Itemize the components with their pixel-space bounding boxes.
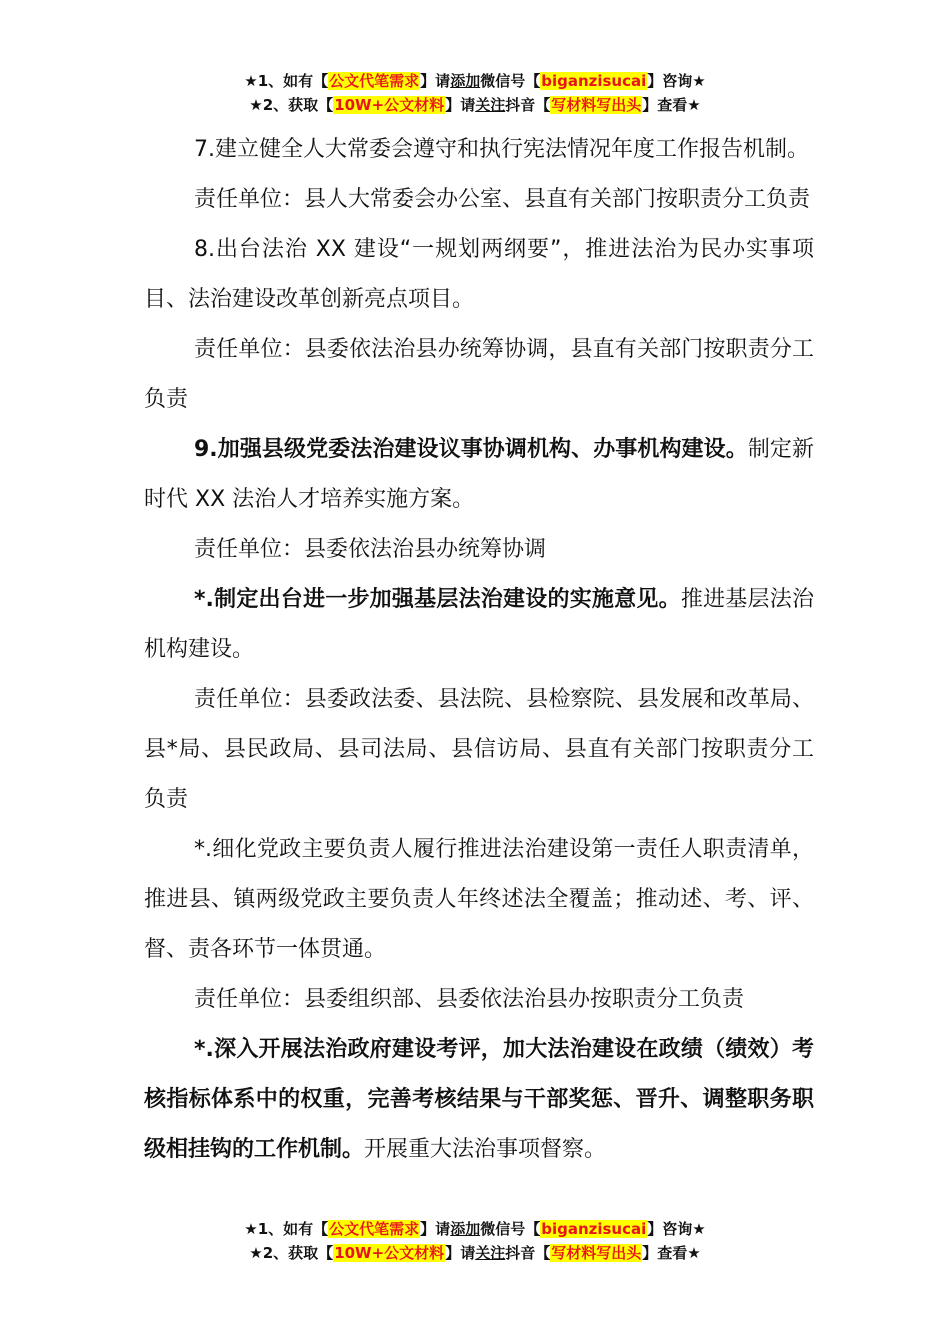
- responsibility-paragraph: 责任单位：县委依法治县办统筹协调: [194, 537, 547, 562]
- paragraph-rest: 制定新时代 XX 法治人才培养实施方案。: [144, 437, 814, 512]
- paragraph-rest: 推进基层法治机构建设。: [144, 587, 814, 662]
- paragraph-rest: 开展重大法治事项督察。: [364, 1137, 607, 1162]
- paragraph: [144, 1025, 814, 1175]
- promo-line-2: [0, 93, 950, 117]
- promo-text: 】咨询★: [647, 1220, 706, 1238]
- promo-text: ★1、如有【: [244, 72, 329, 90]
- responsibility-paragraph: 责任单位：县委政法委、县法院、县检察院、县发展和改革局、县*局、县民政局、县司法局、县信访局、县直有关部门按职责分工负责: [144, 687, 814, 812]
- promo-highlight: 10W+公文材料: [334, 1244, 445, 1262]
- promo-line-1: [0, 69, 950, 93]
- promo-highlight: biganzisucai: [541, 72, 647, 90]
- promo-text: ★1、如有【: [244, 1220, 329, 1238]
- promo-text: 】请: [445, 96, 476, 114]
- paragraph: [144, 575, 814, 675]
- promo-highlight: 10W+公文材料: [334, 96, 445, 114]
- promo-text: 】查看★: [642, 96, 701, 114]
- promo-text: ★2、获取【: [249, 96, 334, 114]
- paragraph-bold-lead: *.深入开展法治政府建设考评，加大法治建设在政绩（绩效）考核指标体系中的权重，完善考核结果与干部奖惩、晋升、调整职务职级相挂钩的工作机制。: [144, 1037, 814, 1162]
- paragraph: 8.出台法治 XX 建设“一规划两纲要”，推进法治为民办实事项目、法治建设改革创新亮点项目。: [144, 237, 814, 312]
- promo-highlight: 写材料写出头: [551, 96, 642, 114]
- promo-text: 】请: [420, 72, 451, 90]
- promo-text: 】请: [445, 1244, 476, 1262]
- responsibility-paragraph: 责任单位：县委依法治县办统筹协调，县直有关部门按职责分工负责: [144, 337, 814, 412]
- promo-line-1: [0, 1217, 950, 1241]
- paragraph: [144, 425, 814, 525]
- promo-underline: 添加: [450, 1220, 481, 1238]
- promo-underline: 关注: [475, 1244, 506, 1262]
- promo-text: ★2、获取【: [249, 1244, 334, 1262]
- promo-text: 】查看★: [642, 1244, 701, 1262]
- promo-highlight: 公文代笔需求: [329, 72, 420, 90]
- document-body: [144, 125, 814, 1175]
- promo-line-2: [0, 1241, 950, 1265]
- responsibility-paragraph: 责任单位：县委组织部、县委依法治县办按职责分工负责: [194, 987, 745, 1012]
- promo-highlight: biganzisucai: [541, 1220, 647, 1238]
- paragraph: *.细化党政主要负责人履行推进法治建设第一责任人职责清单，推进县、镇两级党政主要负责人年终述法全覆盖；推动述、考、评、督、责各环节一体贯通。: [144, 837, 814, 962]
- promo-text: 微信号【: [480, 72, 541, 90]
- promo-text: 抖音【: [505, 96, 551, 114]
- responsibility-paragraph: 责任单位：县人大常委会办公室、县直有关部门按职责分工负责: [194, 187, 811, 212]
- paragraph-bold-lead: 9.加强县级党委法治建设议事协调机构、办事机构建设。: [194, 437, 748, 462]
- promo-text: 微信号【: [480, 1220, 541, 1238]
- promo-underline: 添加: [450, 72, 481, 90]
- promo-underline: 关注: [475, 96, 506, 114]
- promo-text: 抖音【: [505, 1244, 551, 1262]
- paragraph-bold-lead: *.制定出台进一步加强基层法治建设的实施意见。: [194, 587, 681, 612]
- promo-highlight: 公文代笔需求: [329, 1220, 420, 1238]
- promo-banner-top: [0, 69, 950, 117]
- promo-highlight: 写材料写出头: [551, 1244, 642, 1262]
- paragraph: 7.建立健全人大常委会遵守和执行宪法情况年度工作报告机制。: [194, 137, 809, 162]
- promo-banner-bottom: [0, 1217, 950, 1265]
- promo-text: 】咨询★: [647, 72, 706, 90]
- promo-text: 】请: [420, 1220, 451, 1238]
